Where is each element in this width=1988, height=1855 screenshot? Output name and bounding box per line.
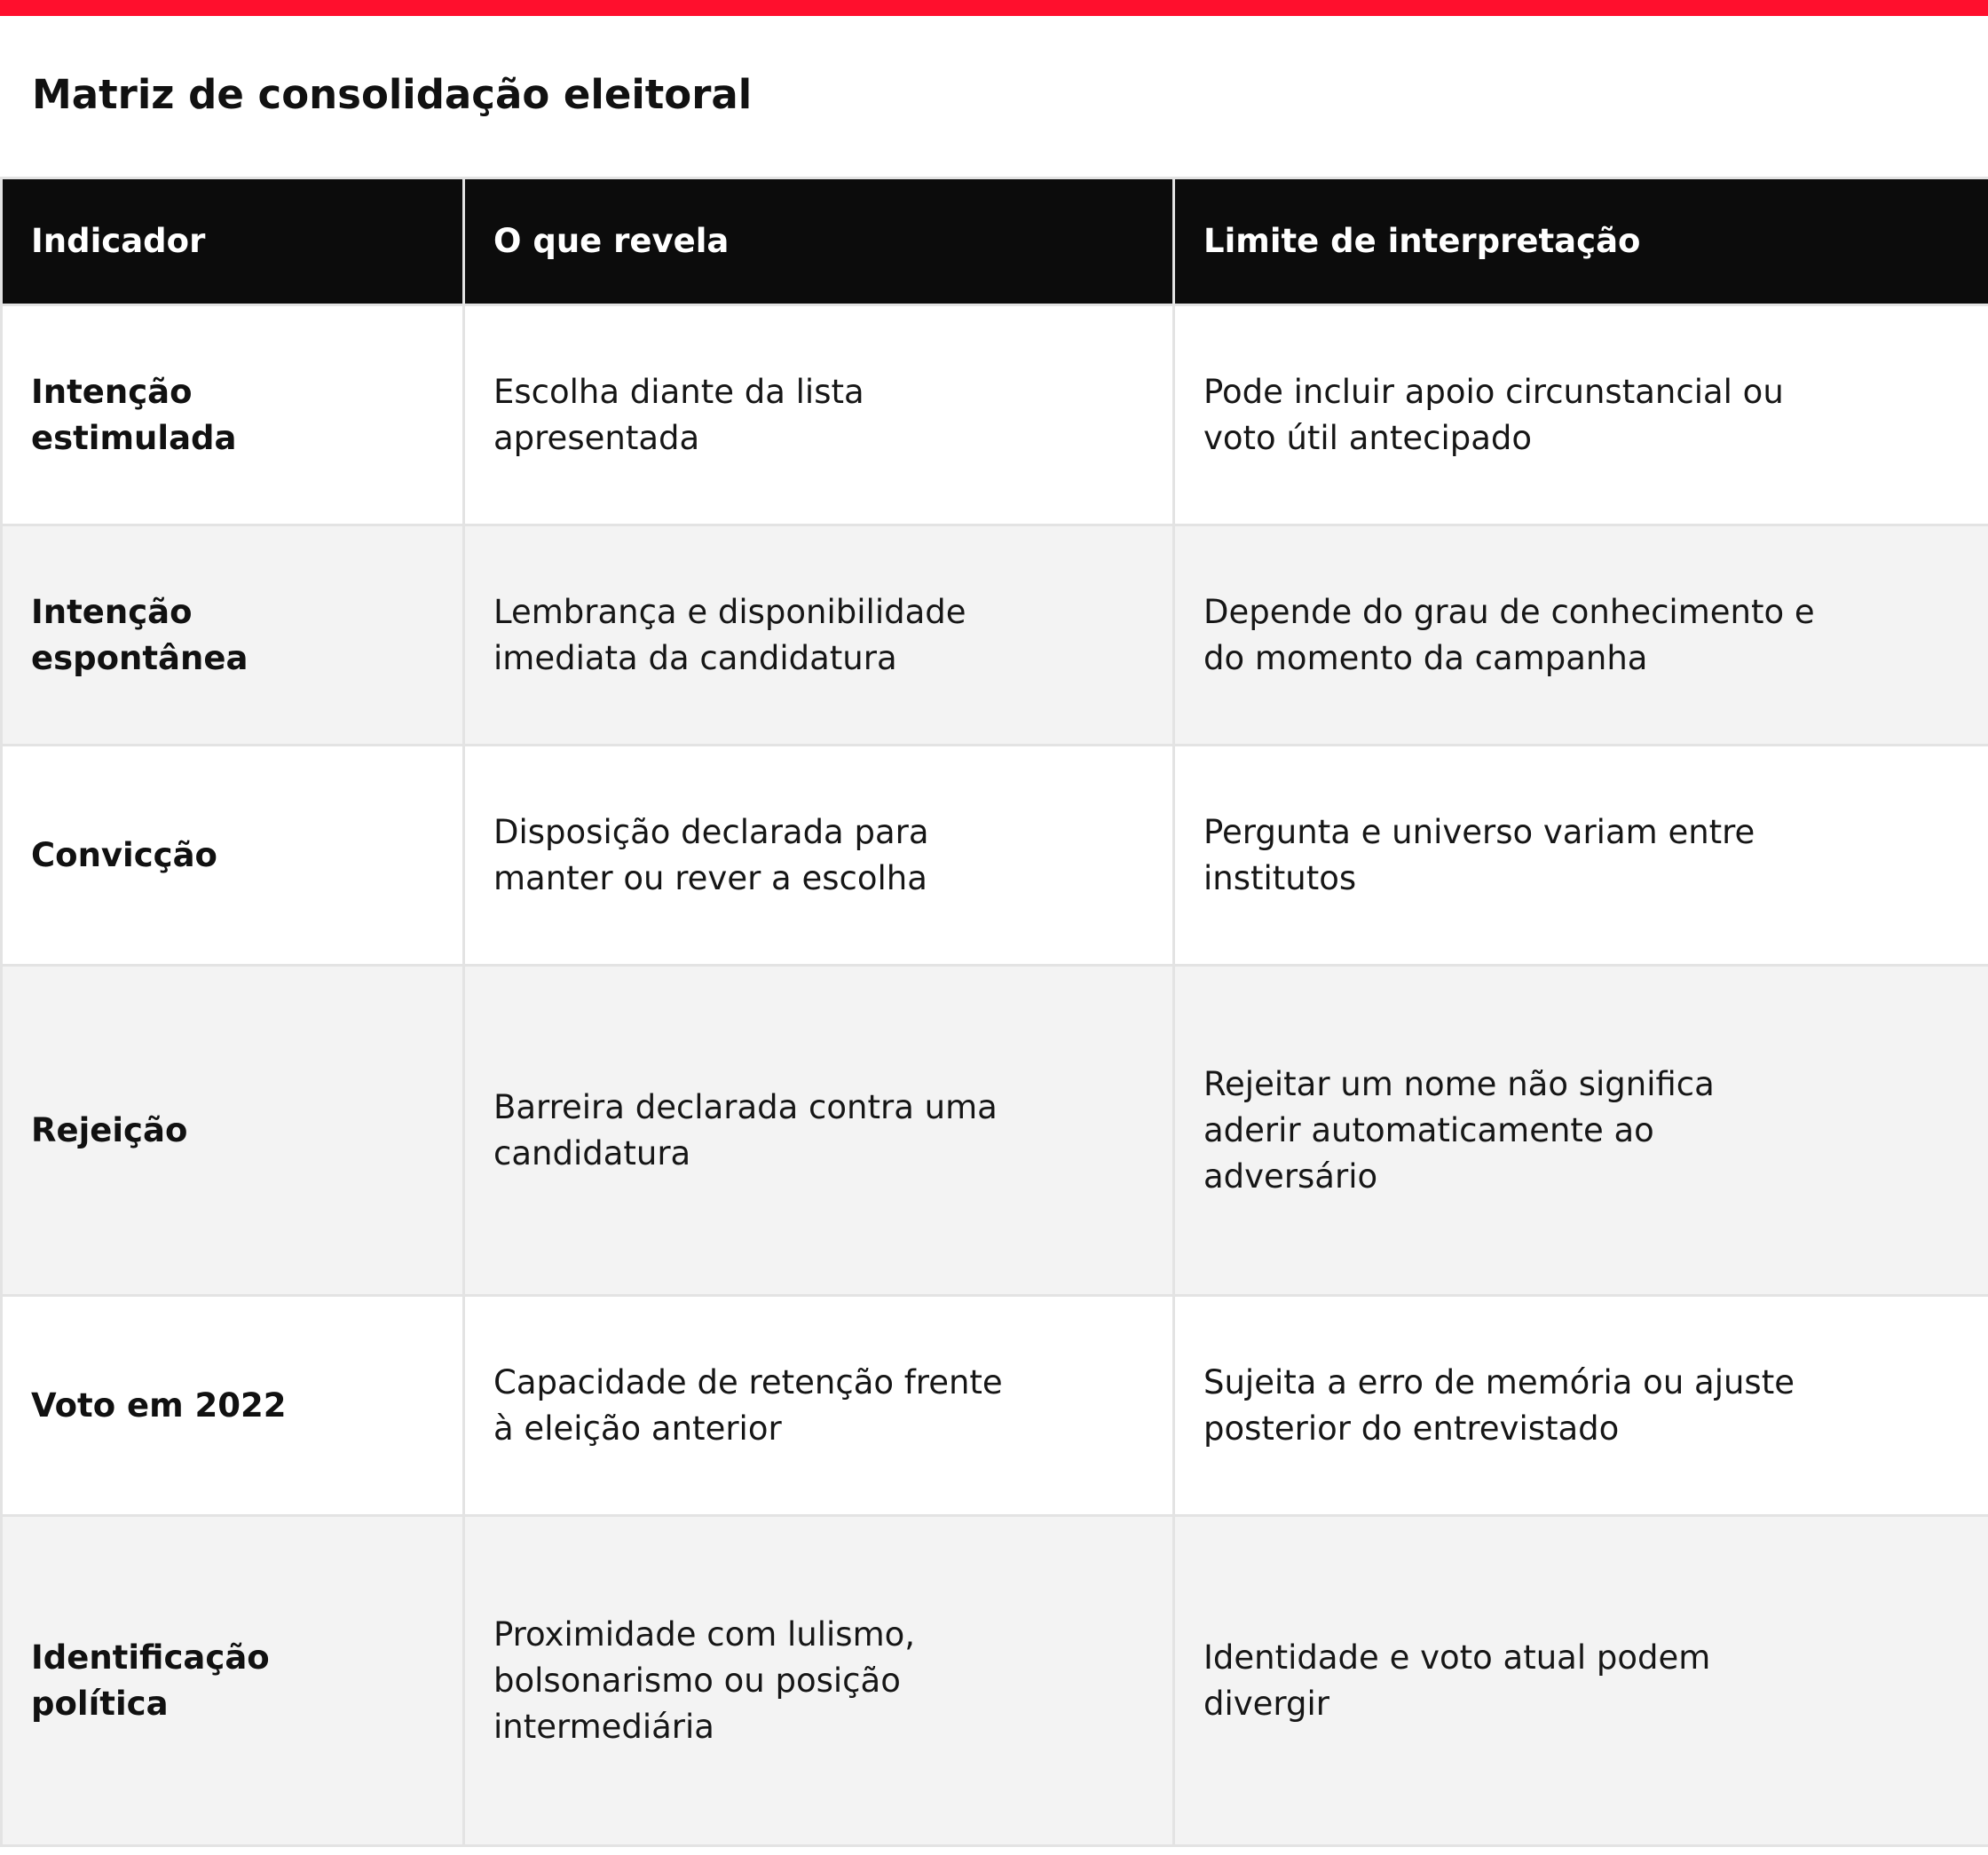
column-header-o-que-revela: O que revela (464, 178, 1174, 305)
table-row (2, 1296, 1988, 1516)
table-row (2, 746, 1988, 966)
indicator-label: Identificação política (31, 1638, 270, 1723)
reveals-text: Escolha diante da lista apresentada (493, 372, 864, 457)
table-header-row (2, 178, 1988, 305)
limit-text: Pode incluir apoio circunstancial ou voto útil antecipado (1203, 372, 1784, 457)
table-row (2, 1516, 1988, 1846)
limit-text: Sujeita a erro de memória ou ajuste posterior do entrevistado (1203, 1362, 1795, 1448)
reveals-cell (464, 746, 1174, 966)
limit-cell (1174, 746, 1988, 966)
table-row (2, 966, 1988, 1296)
reveals-text: Capacidade de retenção frente à eleição anterior (493, 1362, 1003, 1448)
limit-text: Identidade e voto atual podem divergir (1203, 1638, 1711, 1723)
reveals-cell (464, 966, 1174, 1296)
page-title: Matriz de consolidação eleitoral (32, 71, 753, 118)
consolidation-matrix-table (0, 177, 1988, 1847)
reveals-text: Disposição declarada para manter ou rever a escolha (493, 812, 929, 897)
table-row (2, 525, 1988, 746)
indicator-cell (2, 305, 464, 525)
indicator-cell (2, 966, 464, 1296)
limit-text: Depende do grau de conhecimento e do momento da campanha (1203, 592, 1815, 677)
indicator-label: Intenção estimulada (31, 372, 237, 457)
indicator-label: Intenção espontânea (31, 592, 248, 677)
reveals-text: Proximidade com lulismo, bolsonarismo ou posição intermediária (493, 1614, 916, 1746)
reveals-cell (464, 525, 1174, 746)
column-header-limite: Limite de interpretação (1174, 178, 1988, 305)
indicator-cell (2, 525, 464, 746)
indicator-label: Voto em 2022 (31, 1385, 287, 1425)
limit-cell (1174, 966, 1988, 1296)
reveals-cell (464, 305, 1174, 525)
indicator-label: Rejeição (31, 1110, 188, 1149)
limit-text: Rejeitar um nome não significa aderir automaticamente ao adversário (1203, 1064, 1715, 1196)
reveals-cell (464, 1296, 1174, 1516)
limit-cell (1174, 525, 1988, 746)
limit-cell (1174, 1516, 1988, 1846)
indicator-cell (2, 1516, 464, 1846)
limit-text: Pergunta e universo variam entre institutos (1203, 812, 1755, 897)
limit-cell (1174, 1296, 1988, 1516)
limit-cell (1174, 305, 1988, 525)
table-row (2, 305, 1988, 525)
reveals-text: Barreira declarada contra uma candidatura (493, 1087, 998, 1172)
column-header-indicador: Indicador (2, 178, 464, 305)
indicator-cell (2, 746, 464, 966)
reveals-cell (464, 1516, 1174, 1846)
indicator-label: Convicção (31, 835, 217, 874)
reveals-text: Lembrança e disponibilidade imediata da candidatura (493, 592, 966, 677)
indicator-cell (2, 1296, 464, 1516)
accent-bar (0, 0, 1988, 16)
